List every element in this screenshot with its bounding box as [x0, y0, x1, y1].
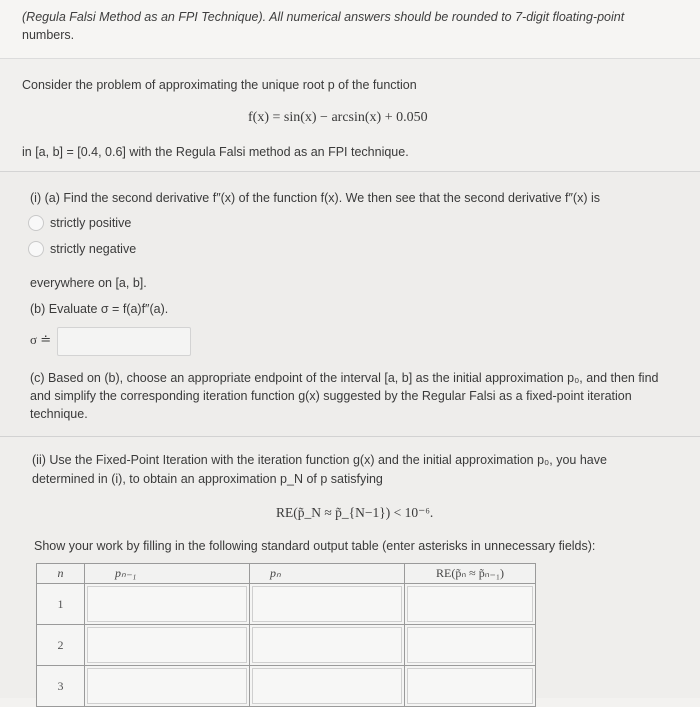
table-row	[37, 584, 536, 625]
part-ii-line-2: determined in (i), to obtain an approximation p_N of p satisfying	[32, 472, 383, 486]
option-strictly-negative: strictly negative	[50, 242, 137, 256]
table-row	[37, 625, 536, 666]
part-ii-line-1: (ii) Use the Fixed-Point Iteration with the iteration function g(x) and the initial approximation p₀, you have	[32, 453, 607, 467]
header-line-1: (Regula Falsi Method as an FPI Technique). All numerical answers should be rounded to 7-digit floating-point	[22, 10, 625, 24]
sigma-input[interactable]	[57, 327, 191, 356]
row-index: 3	[37, 666, 85, 707]
everywhere-text: everywhere on [a, b].	[30, 276, 147, 290]
cell-relative-error[interactable]	[405, 584, 536, 625]
sigma-label: σ ≐	[30, 332, 52, 347]
cell-p-n[interactable]	[250, 625, 405, 666]
cell-p-n-minus-1[interactable]	[85, 625, 250, 666]
cell-p-n[interactable]	[250, 666, 405, 707]
part-i-b-question: (b) Evaluate σ = f(a)f″(a).	[30, 302, 169, 316]
cell-relative-error[interactable]	[405, 666, 536, 707]
output-table	[36, 563, 536, 707]
part-i-c-line-2: and simplify the corresponding iteration function g(x) suggested by the Regular Falsi as a fixed-point iteration	[30, 389, 632, 403]
show-work-instruction: Show your work by filling in the following standard output table (enter asterisks in unnecessary fields):	[34, 539, 596, 553]
interval-statement: in [a, b] = [0.4, 0.6] with the Regula Falsi method as an FPI technique.	[22, 145, 409, 159]
cell-p-n[interactable]	[250, 584, 405, 625]
option-strictly-positive: strictly positive	[50, 216, 132, 230]
cell-p-n-minus-1[interactable]	[85, 666, 250, 707]
header-p-n: pₙ	[250, 564, 405, 584]
radio-strictly-negative[interactable]	[28, 241, 44, 257]
part-i-c-line-1: (c) Based on (b), choose an appropriate endpoint of the interval [a, b] as the initial approximation p₀, and then find	[30, 371, 659, 385]
header-p-n-minus-1: pₙ₋₁	[85, 564, 250, 584]
header-relative-error: RE(p̃ₙ ≈ p̃ₙ₋₁)	[405, 564, 536, 584]
radio-strictly-positive[interactable]	[28, 215, 44, 231]
stopping-condition: RE(p̃_N ≈ p̃_{N−1}) < 10⁻⁶.	[276, 505, 434, 520]
cell-p-n-minus-1[interactable]	[85, 584, 250, 625]
header-n: n	[37, 564, 85, 584]
cell-relative-error[interactable]	[405, 625, 536, 666]
row-index: 1	[37, 584, 85, 625]
row-index: 2	[37, 625, 85, 666]
problem-intro: Consider the problem of approximating the unique root p of the function	[22, 78, 417, 92]
table-row	[37, 666, 536, 707]
header-line-2: numbers.	[22, 28, 75, 42]
part-i-c-line-3: technique.	[30, 407, 88, 421]
function-formula: f(x) = sin(x) − arcsin(x) + 0.050	[248, 110, 428, 125]
table-header-row	[37, 564, 536, 584]
part-i-a-question: (i) (a) Find the second derivative f″(x) of the function f(x). We then see that the second derivative f″(x) is	[30, 191, 600, 205]
